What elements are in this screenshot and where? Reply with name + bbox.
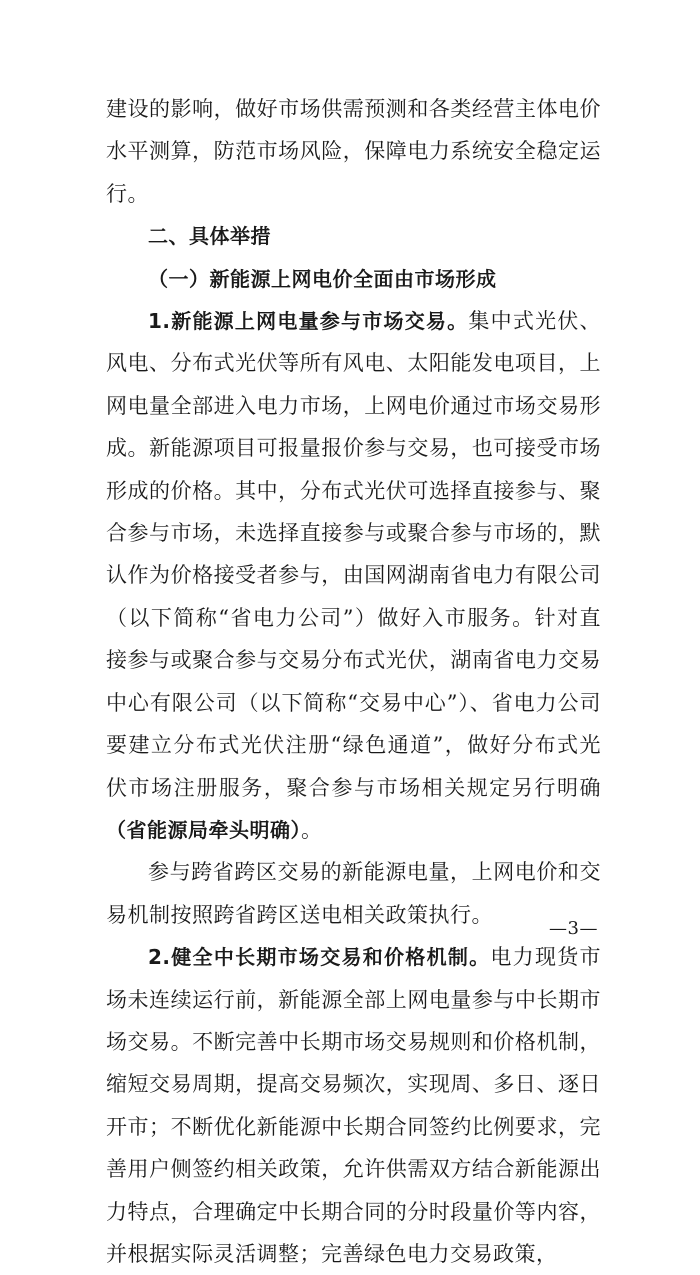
subsection-heading-text: （一）新能源上网电价全面由市场形成 (148, 266, 497, 291)
item-1-paragraph (106, 300, 601, 851)
item-1-title: 1.新能源上网电量参与市场交易。 (148, 309, 469, 334)
item-1-body: 集中式光伏、风电、分布式光伏等所有风电、太阳能发电项目，上网电量全部进入电力市场，上网电价通过市场交易形成。新能源项目可报量报价参与交易，也可接受市场形成的价格。其中，分布式光伏可选择直接参与、聚合参与市场，未选择直接参与或聚合参与市场的，默认作为价格接受者参与，由国网湖南省电力有限公司（以下简称“省电力公司”）做好入市服务。针对直接参与或聚合参与交易分布式光伏，湖南省电力交易中心有限公司（以下简称“交易中心”）、省电力公司要建立分布式光伏注册“绿色通道”，做好分布式光伏市场注册服务，聚合参与市场相关规定另行明确 (106, 309, 602, 800)
item-2-title: 2.健全中长期市场交易和价格机制。 (148, 945, 491, 970)
item-2-body: 电力现货市场未连续运行前，新能源全部上网电量参与中长期市场交易。不断完善中长期市场交易规则和价格机制，缩短交易周期，提高交易频次，实现周、多日、逐日开市；不断优化新能源中长期合同签约比例要求，完善用户侧签约相关政策，允许供需双方结合新能源出力特点，合理确定中长期合同的分时段量价等内容，并根据实际灵活调整；完善绿色电力交易政策， (106, 945, 602, 1266)
page-number: —3— (549, 918, 598, 939)
item-1-note: （省能源局牵头明确） (106, 817, 301, 842)
section-heading (106, 215, 601, 257)
subsection-heading (106, 258, 601, 300)
paragraph-continued: 建设的影响，做好市场供需预测和各类经营主体电价水平测算，防范市场风险，保障电力系统安全稳定运行。 (106, 97, 601, 206)
section-heading-text: 二、具体举措 (148, 224, 271, 249)
item-1-end: 。 (301, 817, 323, 842)
document-body (106, 88, 601, 1275)
item-2-paragraph (106, 936, 601, 1275)
cross-region-paragraph: 参与跨省跨区交易的新能源电量，上网电价和交易机制按照跨省跨区送电相关政策执行。 (106, 860, 601, 927)
